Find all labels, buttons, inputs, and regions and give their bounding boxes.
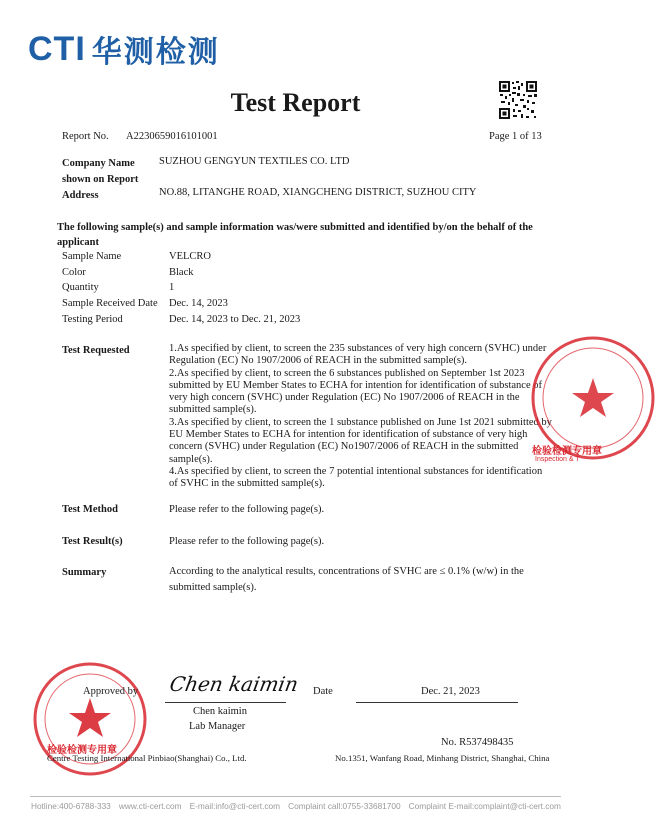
summary-label: Summary — [62, 567, 107, 578]
summary-line-2: submitted sample(s). — [169, 582, 257, 593]
stamp-right-sub: Inspection & T — [535, 456, 580, 463]
company-name-label-1: Company Name — [62, 158, 135, 169]
report-no: A2230659016101001 — [126, 131, 218, 142]
test-requested-line: sample(s). — [169, 453, 213, 465]
page-title: Test Report — [230, 88, 361, 117]
signature: Chen kaimin — [167, 672, 301, 696]
footer — [31, 801, 561, 811]
test-requested-label: Test Requested — [62, 345, 130, 356]
summary-line-1: According to the analytical results, concentrations of SVHC are ≤ 0.1% (w/w) in the — [169, 566, 524, 577]
footer-complaint-call: Complaint call:0755-33681700 — [288, 801, 401, 811]
test-method-value: Please refer to the following page(s). — [169, 504, 325, 515]
testing-period-label: Testing Period — [62, 314, 123, 325]
footer-hotline: Hotline:400-6788-333 — [31, 801, 111, 811]
intro-line-2: applicant — [57, 237, 100, 248]
intro-line-1: The following sample(s) and sample information was/were submitted and identified by/on the behalf of the — [57, 222, 533, 233]
test-method-label: Test Method — [62, 504, 118, 515]
logo-latin: CTI — [28, 29, 86, 68]
quantity-value: 1 — [169, 282, 175, 293]
color-label: Color — [62, 267, 86, 278]
stamp-right-label: 检验检测专用章 — [532, 446, 602, 457]
received-date-label: Sample Received Date — [62, 298, 158, 309]
approver-role: Lab Manager — [189, 721, 246, 732]
approved-by-label: Approved by — [83, 686, 139, 697]
test-requested-text — [169, 343, 554, 491]
test-requested-line: 1.As specified by client, to screen the 235 substances of very high concern (SVHC) under — [169, 343, 547, 354]
qr-code-icon — [498, 80, 538, 120]
certificate-number: No. R537498435 — [441, 737, 514, 748]
issuing-address: No.1351, Wanfang Road, Minhang District, Shanghai, China — [335, 753, 550, 763]
approver-name: Chen kaimin — [193, 706, 247, 717]
footer-website[interactable]: www.cti-cert.com — [118, 801, 182, 811]
company-name: SUZHOU GENGYUN TEXTILES CO. LTD — [159, 156, 350, 167]
test-requested-line: of SVHC in the submitted sample(s). — [169, 478, 325, 490]
logo-chinese: 华测检测 — [91, 35, 220, 70]
test-results-value: Please refer to the following page(s). — [169, 536, 325, 547]
test-requested-line: 3.As specified by client, to screen the 1 substance published on June 1st 2021 submitted by — [169, 416, 552, 428]
test-requested-line: very high concern (SVHC) under Regulation (EC) No 1907/2006 of REACH in the — [169, 392, 520, 404]
report-no-label: Report No. — [62, 131, 109, 142]
sample-name-value: VELCRO — [169, 251, 211, 262]
testing-period-value: Dec. 14, 2023 to Dec. 21, 2023 — [169, 314, 301, 325]
test-requested-line: concern (SVHC) under Regulation (EC) No1907/2006 of REACH in the submitted — [169, 441, 519, 453]
received-date-value: Dec. 14, 2023 — [169, 298, 228, 309]
cti-logo — [28, 27, 220, 71]
signature-line — [165, 702, 286, 703]
test-requested-line: Regulation (EC) No 1907/2006 of REACH in the submitted sample(s). — [169, 355, 468, 367]
quantity-label: Quantity — [62, 282, 99, 293]
address-label: Address — [62, 190, 99, 201]
footer-email[interactable]: E-mail:info@cti-cert.com — [189, 801, 281, 811]
test-requested-line: EU Member States to ECHA for intention for identification of substance of very high — [169, 429, 528, 441]
test-requested-line: submitted sample(s). — [169, 404, 257, 416]
issuing-company: Centre Testing International Pinbiao(Shanghai) Co., Ltd. — [47, 753, 247, 763]
test-results-label: Test Result(s) — [62, 536, 123, 547]
test-requested-line: 2.As specified by client, to screen the 6 substances published on September 1st 2023 — [169, 367, 525, 379]
company-address: NO.88, LITANGHE ROAD, XIANGCHENG DISTRICT, SUZHOU CITY — [159, 187, 477, 198]
page-indicator: Page 1 of 13 — [489, 131, 542, 142]
test-requested-line: 4.As specified by client, to screen the 7 potential intentional substances for identification — [169, 465, 543, 477]
test-requested-line: submitted by EU Member States to ECHA for intention for identification of substance of — [169, 379, 542, 391]
footer-complaint-email[interactable]: Complaint E-mail:complaint@cti-cert.com — [408, 801, 561, 811]
date-label: Date — [313, 686, 333, 697]
company-name-label-2: shown on Report — [62, 174, 139, 185]
sample-name-label: Sample Name — [62, 251, 122, 262]
stamp-bottom-label: 检验检测专用章 — [47, 745, 117, 756]
approval-date: Dec. 21, 2023 — [421, 686, 480, 697]
color-value: Black — [169, 267, 194, 278]
footer-divider — [30, 796, 561, 797]
date-line — [356, 702, 518, 703]
